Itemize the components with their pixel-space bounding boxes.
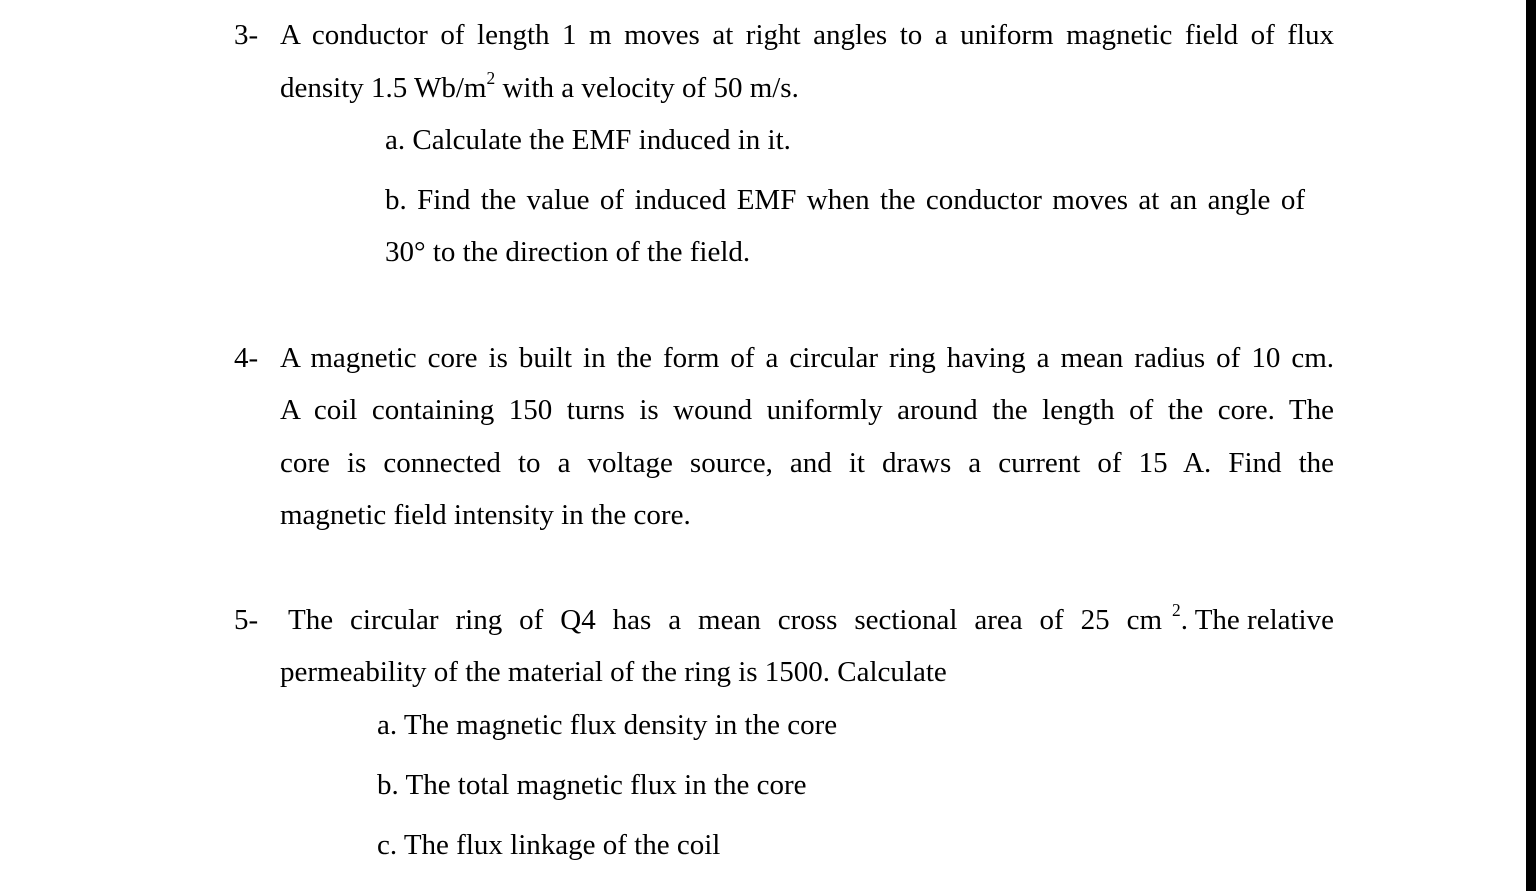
sub-question-b-continuation: 30° to the direction of the field. [385,236,751,268]
text-run: . The relative [1180,604,1334,636]
text-run: density 1.5 Wb/m [280,72,487,104]
question-text-line: A conductor of length 1 m moves at right angles to a uniform magnetic field of flux [280,19,1334,51]
question-number: 3- [234,19,259,51]
sub-question-c: c. The flux linkage of the coil [377,829,721,861]
question-text-line: magnetic field intensity in the core. [280,499,691,531]
text-run: The circular ring of Q4 has a mean cross sectional area of 25 cm [288,604,1163,636]
question-number: 5- [234,604,259,636]
superscript: 2 [486,67,496,88]
question-text-line [288,599,1334,636]
question-text-line: A coil containing 150 turns is wound uniformly around the length of the core. The [280,394,1334,426]
superscript: 2 [1172,599,1181,620]
sub-question-b: b. The total magnetic flux in the core [377,769,807,801]
text-run-justified [288,606,1162,635]
question-text-line: permeability of the material of the ring is 1500. Calculate [280,656,947,688]
text-run: with a velocity of 50 m/s. [495,72,799,104]
text-run-tail [1172,599,1334,636]
sub-question-b: b. Find the value of induced EMF when the conductor moves at an angle of [385,184,1305,216]
sub-question-a: a. Calculate the EMF induced in it. [385,124,791,156]
sub-question-a: a. The magnetic flux density in the core [377,709,838,741]
question-number: 4- [234,342,259,374]
question-text-line [280,67,799,104]
question-text-line: core is connected to a voltage source, and it draws a current of 15 A. Find the [280,447,1334,479]
question-text-line: A magnetic core is built in the form of a circular ring having a mean radius of 10 cm. [280,342,1334,374]
